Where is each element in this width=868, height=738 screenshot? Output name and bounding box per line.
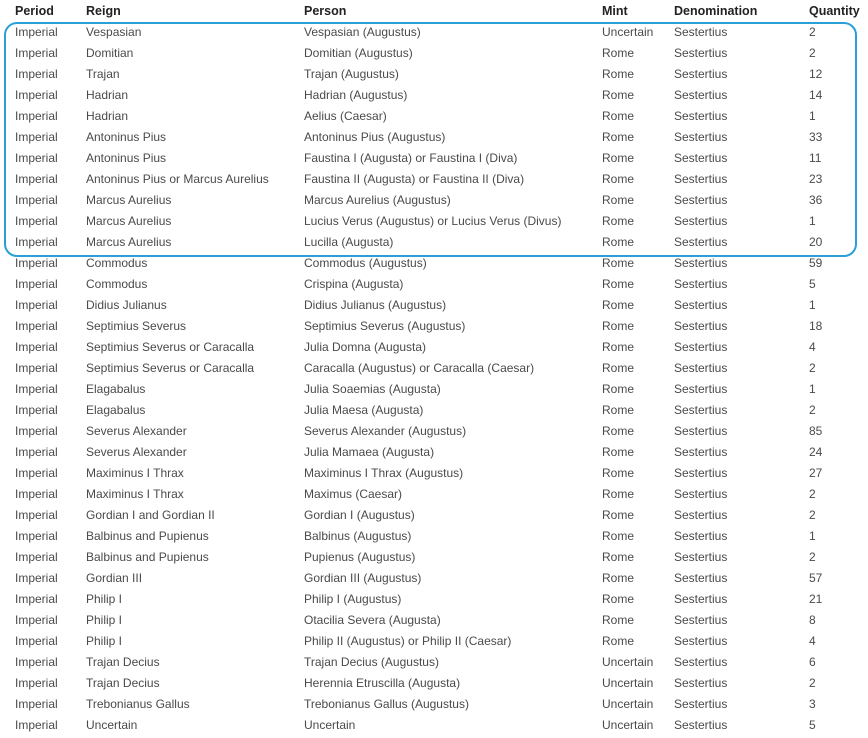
cell-period: Imperial	[15, 718, 58, 732]
table-row	[0, 148, 868, 169]
cell-period: Imperial	[15, 676, 58, 690]
table-row	[0, 400, 868, 421]
cell-mint: Rome	[602, 151, 635, 165]
cell-person: Aelius (Caesar)	[304, 109, 387, 123]
cell-denomination: Sestertius	[674, 172, 728, 186]
cell-reign: Maximinus I Thrax	[86, 487, 184, 501]
cell-denomination: Sestertius	[674, 508, 728, 522]
cell-mint: Rome	[602, 340, 635, 354]
cell-mint: Rome	[602, 487, 635, 501]
cell-quantity: 2	[809, 676, 816, 690]
cell-reign: Elagabalus	[86, 403, 146, 417]
table-row	[0, 526, 868, 547]
column-header-reign[interactable]: Reign	[86, 4, 121, 18]
cell-quantity: 1	[809, 529, 816, 543]
cell-reign: Balbinus and Pupienus	[86, 529, 209, 543]
cell-person: Herennia Etruscilla (Augusta)	[304, 676, 461, 690]
cell-quantity: 4	[809, 340, 816, 354]
table-row	[0, 169, 868, 190]
cell-denomination: Sestertius	[674, 109, 728, 123]
cell-denomination: Sestertius	[674, 277, 728, 291]
cell-denomination: Sestertius	[674, 424, 728, 438]
cell-period: Imperial	[15, 613, 58, 627]
cell-mint: Rome	[602, 277, 635, 291]
cell-mint: Rome	[602, 403, 635, 417]
cell-quantity: 4	[809, 634, 816, 648]
cell-mint: Rome	[602, 382, 635, 396]
cell-person: Pupienus (Augustus)	[304, 550, 416, 564]
cell-reign: Septimius Severus or Caracalla	[86, 340, 255, 354]
cell-reign: Domitian	[86, 46, 134, 60]
cell-period: Imperial	[15, 130, 58, 144]
cell-quantity: 2	[809, 550, 816, 564]
cell-mint: Rome	[602, 67, 635, 81]
cell-reign: Antoninus Pius	[86, 151, 167, 165]
table-row	[0, 547, 868, 568]
cell-denomination: Sestertius	[674, 151, 728, 165]
cell-denomination: Sestertius	[674, 25, 728, 39]
cell-period: Imperial	[15, 172, 58, 186]
cell-quantity: 23	[809, 172, 823, 186]
column-header-denomination[interactable]: Denomination	[674, 4, 758, 18]
cell-person: Didius Julianus (Augustus)	[304, 298, 447, 312]
cell-denomination: Sestertius	[674, 655, 728, 669]
cell-denomination: Sestertius	[674, 67, 728, 81]
cell-mint: Rome	[602, 445, 635, 459]
cell-person: Maximus (Caesar)	[304, 487, 403, 501]
cell-period: Imperial	[15, 466, 58, 480]
cell-period: Imperial	[15, 319, 58, 333]
cell-quantity: 18	[809, 319, 823, 333]
table-row	[0, 64, 868, 85]
table-row	[0, 274, 868, 295]
cell-denomination: Sestertius	[674, 298, 728, 312]
cell-period: Imperial	[15, 697, 58, 711]
cell-reign: Commodus	[86, 256, 148, 270]
cell-reign: Hadrian	[86, 88, 129, 102]
cell-quantity: 36	[809, 193, 823, 207]
cell-period: Imperial	[15, 256, 58, 270]
cell-reign: Trajan Decius	[86, 676, 160, 690]
table-row	[0, 568, 868, 589]
column-header-mint[interactable]: Mint	[602, 4, 628, 18]
cell-denomination: Sestertius	[674, 676, 728, 690]
cell-reign: Septimius Severus	[86, 319, 187, 333]
cell-person: Trebonianus Gallus (Augustus)	[304, 697, 469, 711]
cell-mint: Rome	[602, 256, 635, 270]
cell-denomination: Sestertius	[674, 571, 728, 585]
cell-quantity: 24	[809, 445, 823, 459]
cell-denomination: Sestertius	[674, 382, 728, 396]
cell-person: Marcus Aurelius (Augustus)	[304, 193, 451, 207]
cell-reign: Trajan Decius	[86, 655, 160, 669]
cell-person: Julia Mamaea (Augusta)	[304, 445, 435, 459]
cell-person: Lucilla (Augusta)	[304, 235, 394, 249]
table-row	[0, 694, 868, 715]
table-header	[0, 0, 868, 22]
cell-period: Imperial	[15, 340, 58, 354]
cell-period: Imperial	[15, 403, 58, 417]
table-row	[0, 505, 868, 526]
table-row	[0, 463, 868, 484]
cell-quantity: 5	[809, 718, 816, 732]
cell-reign: Elagabalus	[86, 382, 146, 396]
cell-period: Imperial	[15, 550, 58, 564]
cell-reign: Septimius Severus or Caracalla	[86, 361, 255, 375]
table-row	[0, 589, 868, 610]
cell-person: Commodus (Augustus)	[304, 256, 427, 270]
table-row	[0, 253, 868, 274]
cell-period: Imperial	[15, 277, 58, 291]
cell-quantity: 33	[809, 130, 823, 144]
column-header-quantity[interactable]: Quantity	[809, 4, 860, 18]
cell-denomination: Sestertius	[674, 256, 728, 270]
cell-period: Imperial	[15, 529, 58, 543]
cell-period: Imperial	[15, 445, 58, 459]
cell-person: Philip II (Augustus) or Philip II (Caesar)	[304, 634, 512, 648]
cell-person: Gordian III (Augustus)	[304, 571, 422, 585]
cell-denomination: Sestertius	[674, 613, 728, 627]
cell-period: Imperial	[15, 298, 58, 312]
table-row	[0, 631, 868, 652]
cell-mint: Rome	[602, 361, 635, 375]
cell-reign: Antoninus Pius or Marcus Aurelius	[86, 172, 269, 186]
cell-denomination: Sestertius	[674, 88, 728, 102]
cell-period: Imperial	[15, 214, 58, 228]
cell-person: Vespasian (Augustus)	[304, 25, 421, 39]
cell-reign: Vespasian	[86, 25, 142, 39]
cell-mint: Rome	[602, 592, 635, 606]
cell-reign: Philip I	[86, 613, 123, 627]
cell-reign: Marcus Aurelius	[86, 193, 172, 207]
cell-mint: Rome	[602, 550, 635, 564]
cell-quantity: 2	[809, 487, 816, 501]
cell-denomination: Sestertius	[674, 634, 728, 648]
cell-person: Uncertain	[304, 718, 356, 732]
cell-quantity: 1	[809, 298, 816, 312]
cell-mint: Rome	[602, 424, 635, 438]
cell-mint: Rome	[602, 172, 635, 186]
cell-reign: Commodus	[86, 277, 148, 291]
table-row	[0, 22, 868, 43]
cell-person: Julia Soaemias (Augusta)	[304, 382, 441, 396]
cell-mint: Uncertain	[602, 718, 654, 732]
cell-reign: Severus Alexander	[86, 445, 187, 459]
cell-mint: Rome	[602, 298, 635, 312]
cell-mint: Uncertain	[602, 25, 654, 39]
cell-period: Imperial	[15, 382, 58, 396]
table-row	[0, 295, 868, 316]
cell-reign: Antoninus Pius	[86, 130, 167, 144]
cell-person: Julia Maesa (Augusta)	[304, 403, 424, 417]
table-row	[0, 673, 868, 694]
cell-quantity: 2	[809, 46, 816, 60]
cell-mint: Uncertain	[602, 655, 654, 669]
cell-mint: Rome	[602, 46, 635, 60]
cell-mint: Rome	[602, 529, 635, 543]
cell-period: Imperial	[15, 151, 58, 165]
table-row	[0, 358, 868, 379]
cell-reign: Trebonianus Gallus	[86, 697, 190, 711]
cell-quantity: 6	[809, 655, 816, 669]
cell-reign: Severus Alexander	[86, 424, 187, 438]
table-row	[0, 127, 868, 148]
cell-quantity: 5	[809, 277, 816, 291]
cell-reign: Marcus Aurelius	[86, 235, 172, 249]
cell-period: Imperial	[15, 88, 58, 102]
cell-person: Julia Domna (Augusta)	[304, 340, 427, 354]
cell-quantity: 2	[809, 361, 816, 375]
cell-person: Antoninus Pius (Augustus)	[304, 130, 446, 144]
cell-quantity: 2	[809, 25, 816, 39]
cell-person: Maximinus I Thrax (Augustus)	[304, 466, 464, 480]
cell-person: Trajan (Augustus)	[304, 67, 399, 81]
cell-mint: Rome	[602, 571, 635, 585]
cell-mint: Uncertain	[602, 697, 654, 711]
cell-denomination: Sestertius	[674, 550, 728, 564]
table-row	[0, 379, 868, 400]
cell-quantity: 3	[809, 697, 816, 711]
cell-reign: Gordian I and Gordian II	[86, 508, 215, 522]
cell-quantity: 59	[809, 256, 823, 270]
cell-person: Faustina II (Augusta) or Faustina II (Diva)	[304, 172, 525, 186]
cell-denomination: Sestertius	[674, 193, 728, 207]
cell-denomination: Sestertius	[674, 466, 728, 480]
cell-period: Imperial	[15, 193, 58, 207]
cell-reign: Trajan	[86, 67, 120, 81]
cell-mint: Rome	[602, 109, 635, 123]
cell-reign: Hadrian	[86, 109, 129, 123]
table-row	[0, 232, 868, 253]
cell-reign: Balbinus and Pupienus	[86, 550, 209, 564]
table-row	[0, 421, 868, 442]
cell-reign: Marcus Aurelius	[86, 214, 172, 228]
cell-mint: Rome	[602, 130, 635, 144]
cell-denomination: Sestertius	[674, 529, 728, 543]
cell-denomination: Sestertius	[674, 340, 728, 354]
cell-period: Imperial	[15, 424, 58, 438]
cell-person: Caracalla (Augustus) or Caracalla (Caesar)	[304, 361, 535, 375]
cell-denomination: Sestertius	[674, 592, 728, 606]
cell-denomination: Sestertius	[674, 445, 728, 459]
cell-person: Crispina (Augusta)	[304, 277, 404, 291]
table-row	[0, 610, 868, 631]
cell-person: Severus Alexander (Augustus)	[304, 424, 467, 438]
cell-period: Imperial	[15, 571, 58, 585]
cell-period: Imperial	[15, 592, 58, 606]
cell-mint: Rome	[602, 88, 635, 102]
cell-denomination: Sestertius	[674, 319, 728, 333]
cell-denomination: Sestertius	[674, 130, 728, 144]
cell-quantity: 85	[809, 424, 823, 438]
cell-period: Imperial	[15, 508, 58, 522]
cell-quantity: 12	[809, 67, 823, 81]
cell-denomination: Sestertius	[674, 235, 728, 249]
cell-person: Septimius Severus (Augustus)	[304, 319, 466, 333]
cell-quantity: 14	[809, 88, 823, 102]
cell-period: Imperial	[15, 235, 58, 249]
cell-period: Imperial	[15, 487, 58, 501]
table-row	[0, 106, 868, 127]
table-row	[0, 85, 868, 106]
cell-quantity: 1	[809, 109, 816, 123]
cell-quantity: 57	[809, 571, 823, 585]
cell-mint: Rome	[602, 466, 635, 480]
cell-person: Trajan Decius (Augustus)	[304, 655, 439, 669]
cell-quantity: 2	[809, 403, 816, 417]
cell-person: Otacilia Severa (Augusta)	[304, 613, 441, 627]
cell-reign: Philip I	[86, 634, 123, 648]
table-row	[0, 190, 868, 211]
cell-denomination: Sestertius	[674, 487, 728, 501]
cell-person: Balbinus (Augustus)	[304, 529, 412, 543]
cell-person: Hadrian (Augustus)	[304, 88, 408, 102]
table-body	[0, 22, 868, 736]
cell-mint: Rome	[602, 634, 635, 648]
cell-period: Imperial	[15, 109, 58, 123]
cell-person: Domitian (Augustus)	[304, 46, 413, 60]
cell-quantity: 1	[809, 382, 816, 396]
cell-person: Gordian I (Augustus)	[304, 508, 415, 522]
cell-denomination: Sestertius	[674, 697, 728, 711]
table-row	[0, 43, 868, 64]
cell-mint: Rome	[602, 214, 635, 228]
cell-quantity: 20	[809, 235, 823, 249]
cell-mint: Rome	[602, 613, 635, 627]
cell-mint: Uncertain	[602, 676, 654, 690]
cell-person: Faustina I (Augusta) or Faustina I (Diva)	[304, 151, 518, 165]
cell-quantity: 27	[809, 466, 823, 480]
cell-mint: Rome	[602, 319, 635, 333]
cell-reign: Philip I	[86, 592, 123, 606]
cell-period: Imperial	[15, 46, 58, 60]
cell-reign: Gordian III	[86, 571, 143, 585]
cell-period: Imperial	[15, 25, 58, 39]
cell-period: Imperial	[15, 361, 58, 375]
column-header-period[interactable]: Period	[15, 4, 54, 18]
cell-mint: Rome	[602, 193, 635, 207]
cell-mint: Rome	[602, 235, 635, 249]
cell-reign: Uncertain	[86, 718, 138, 732]
table-row	[0, 652, 868, 673]
cell-denomination: Sestertius	[674, 718, 728, 732]
cell-quantity: 2	[809, 508, 816, 522]
table-row	[0, 715, 868, 736]
cell-denomination: Sestertius	[674, 403, 728, 417]
column-header-person[interactable]: Person	[304, 4, 347, 18]
cell-period: Imperial	[15, 67, 58, 81]
table-row	[0, 337, 868, 358]
cell-denomination: Sestertius	[674, 361, 728, 375]
cell-person: Philip I (Augustus)	[304, 592, 402, 606]
cell-denomination: Sestertius	[674, 214, 728, 228]
table-row	[0, 211, 868, 232]
cell-quantity: 8	[809, 613, 816, 627]
table-row	[0, 484, 868, 505]
cell-period: Imperial	[15, 655, 58, 669]
cell-reign: Maximinus I Thrax	[86, 466, 184, 480]
cell-quantity: 11	[809, 151, 822, 165]
table-row	[0, 316, 868, 337]
cell-quantity: 1	[809, 214, 816, 228]
table-row	[0, 442, 868, 463]
cell-quantity: 21	[809, 592, 823, 606]
cell-reign: Didius Julianus	[86, 298, 167, 312]
cell-denomination: Sestertius	[674, 46, 728, 60]
cell-mint: Rome	[602, 508, 635, 522]
cell-period: Imperial	[15, 634, 58, 648]
cell-person: Lucius Verus (Augustus) or Lucius Verus (Divus)	[304, 214, 562, 228]
